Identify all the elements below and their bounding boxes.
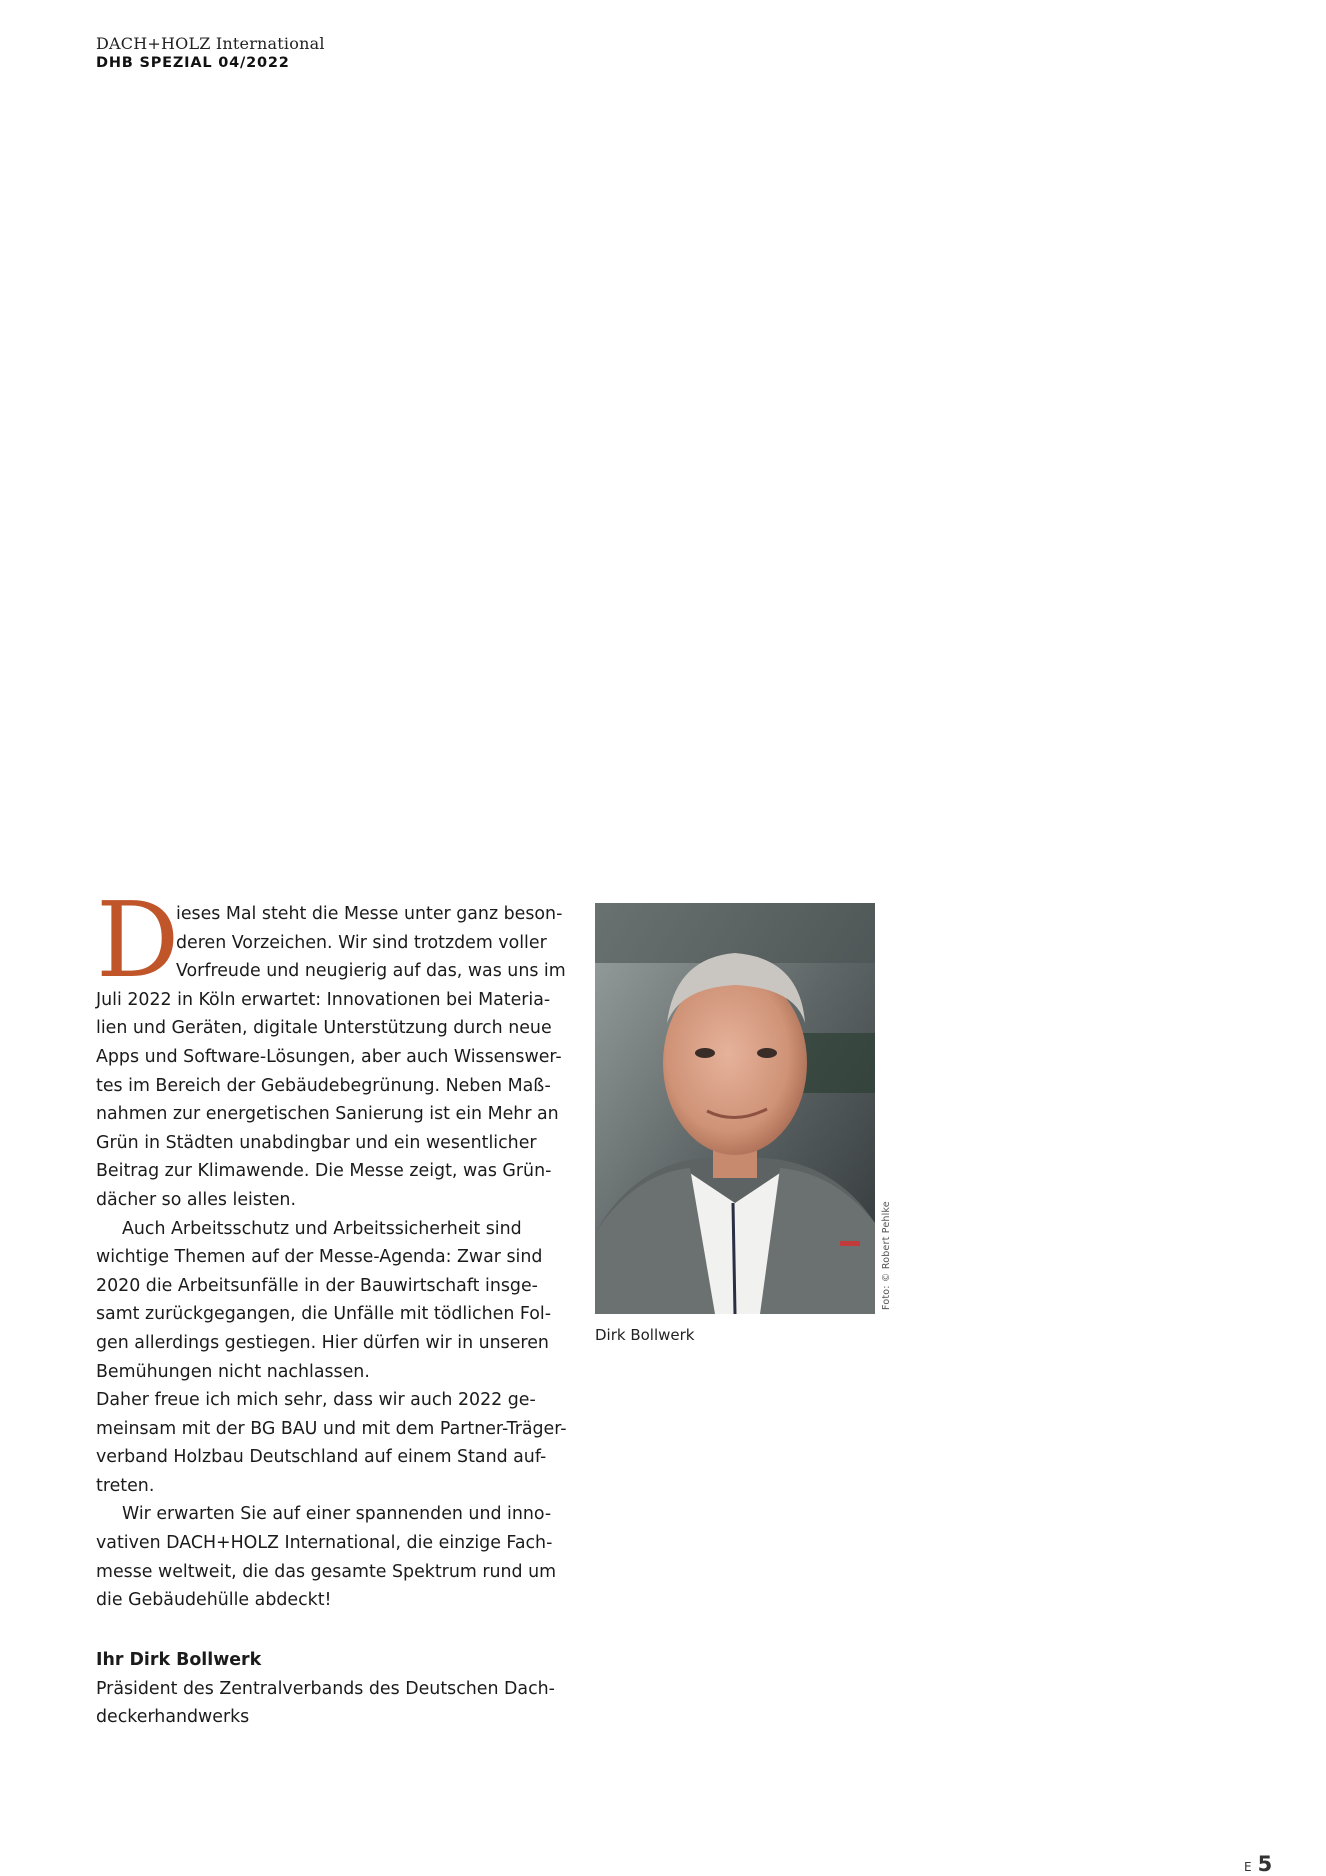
text-line: Vorfreude und neugierig auf das, was uns im (176, 961, 566, 982)
text-line: samt zurückgegangen, die Unfälle mit tödlichen Fol- (96, 1304, 551, 1325)
text-line: Apps und Software-Lösungen, aber auch Wissenswer- (96, 1046, 562, 1067)
text-line: Beitrag zur Klimawende. Die Messe zeigt, was Grün- (96, 1161, 552, 1182)
text-line: Daher freue ich mich sehr, dass wir auch 2022 ge- (96, 1390, 536, 1411)
text-line: lien und Geräten, digitale Unterstützung durch neue (96, 1018, 552, 1039)
text-line: dächer so alles leisten. (96, 1189, 296, 1210)
text-line: nahmen zur energetischen Sanierung ist ein Mehr an (96, 1104, 559, 1125)
text-line: verband Holzbau Deutschland auf einem Stand auf- (96, 1447, 547, 1468)
drop-cap-letter: D (96, 879, 180, 1001)
text-line: die Gebäudehülle abdeckt! (96, 1590, 332, 1611)
text-line: deren Vorzeichen. Wir sind trotzdem voller (176, 932, 547, 953)
text-line: Auch Arbeitsschutz und Arbeitssicherheit sind (122, 1218, 522, 1239)
signature-block (96, 1646, 555, 1732)
portrait-photo (595, 903, 875, 1314)
text-line: messe weltweit, die das gesamte Spektrum rund um (96, 1561, 557, 1582)
text-line: 2020 die Arbeitsunfälle in der Bauwirtschaft insge- (96, 1275, 538, 1296)
publication-title: DACH+HOLZ International (96, 34, 325, 53)
text-line: wichtige Themen auf der Messe-Agenda: Zwar sind (96, 1247, 543, 1268)
text-line: ieses Mal steht die Messe unter ganz beson- (176, 904, 563, 924)
page-number: 5 (1257, 1852, 1273, 1876)
text-line: Bemühungen nicht nachlassen. (96, 1361, 370, 1382)
page-number-block (1244, 1852, 1272, 1876)
text-line: meinsam mit der BG BAU und mit dem Partner-Träger- (96, 1418, 567, 1439)
text-line: vativen DACH+HOLZ International, die einzige Fach- (96, 1533, 553, 1554)
edition-letter: E (1244, 1860, 1252, 1874)
signature-role-line: Präsident des Zentralverbands des Deutschen Dach- (96, 1678, 555, 1699)
photo-caption: Dirk Bollwerk (595, 1326, 695, 1344)
portrait-illustration (595, 903, 875, 1314)
text-line: Wir erwarten Sie auf einer spannenden und inno- (122, 1504, 552, 1525)
photo-credit: Foto: © Robert Pehlke (881, 1201, 892, 1310)
issue-label: DHB SPEZIAL 04/2022 (96, 55, 290, 71)
text-line: tes im Bereich der Gebäudebegrünung. Neben Maß- (96, 1075, 551, 1096)
article-body (96, 900, 576, 1615)
signature-role-line: deckerhandwerks (96, 1707, 250, 1728)
signature-name: Ihr Dirk Bollwerk (96, 1650, 262, 1670)
page-header (96, 34, 325, 71)
text-line: Juli 2022 in Köln erwartet: Innovationen bei Materia- (96, 989, 551, 1010)
text-line: treten. (96, 1475, 155, 1496)
text-line: Grün in Städten unabdingbar und ein wesentlicher (96, 1132, 537, 1153)
text-line: gen allerdings gestiegen. Hier dürfen wir in unseren (96, 1332, 549, 1353)
